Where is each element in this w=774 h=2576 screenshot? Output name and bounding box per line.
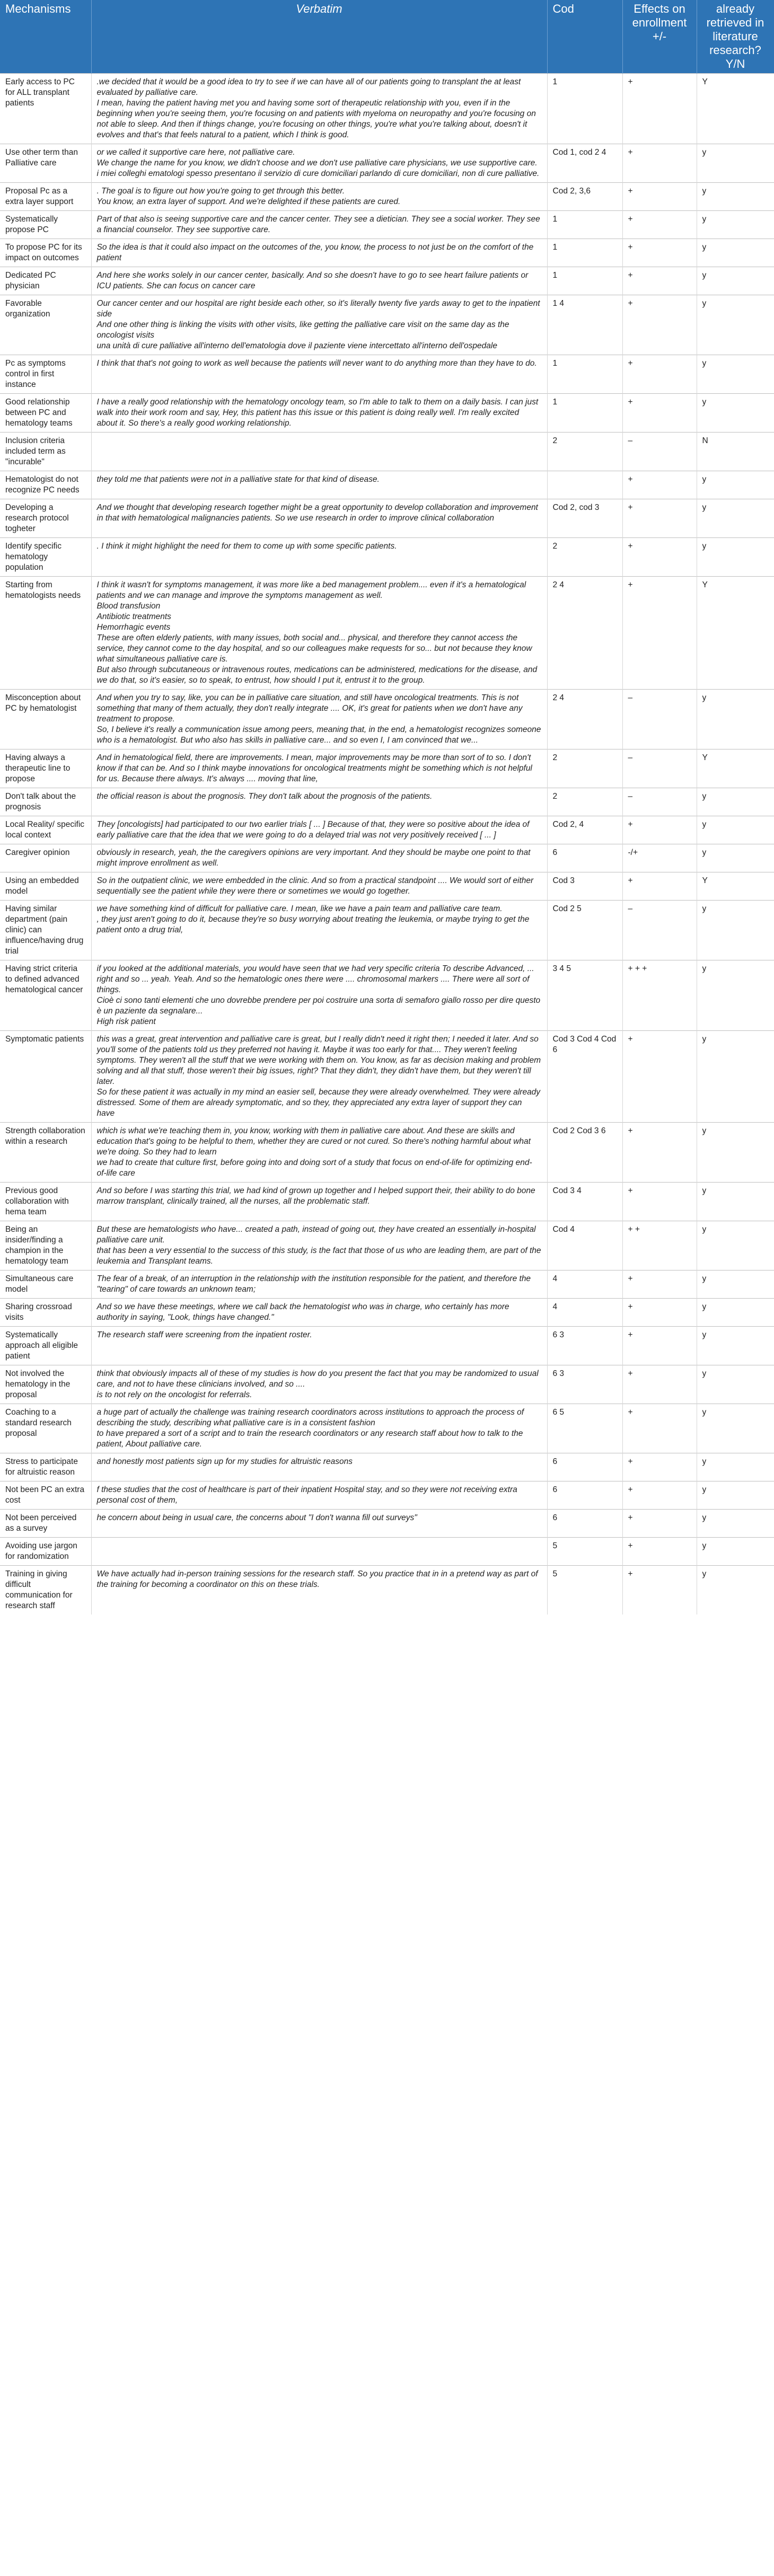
header-row <box>0 0 774 74</box>
retrieved-cell: y <box>697 144 774 183</box>
verbatim-line: i miei colleghi ematologi spesso presentano il servizio di cure domiciliari parlando di cure domiciliari, non di cure palliative. <box>96 169 540 178</box>
verbatim-cell <box>91 1327 547 1365</box>
cod-cell: 1 <box>547 267 622 295</box>
verbatim-cell <box>91 1271 547 1299</box>
retrieved-cell: Y <box>697 749 774 788</box>
effect-cell: + <box>622 74 697 144</box>
verbatim-cell <box>91 872 547 901</box>
effect-cell: + <box>622 295 697 355</box>
table-row <box>0 1453 774 1481</box>
mechanism-cell: Avoiding use jargon for randomization <box>0 1538 91 1566</box>
verbatim-cell <box>91 1123 547 1183</box>
mechanism-cell: Identify specific hematology population <box>0 538 91 577</box>
retrieved-cell: y <box>697 788 774 816</box>
table-row <box>0 1365 774 1404</box>
cod-cell: 2 <box>547 433 622 471</box>
table-row <box>0 1538 774 1566</box>
mechanism-cell: Starting from hematologists needs <box>0 577 91 690</box>
verbatim-line: But these are hematologists who have... created a path, instead of going out, they have created an essentially in-hospital palliative care unit. <box>96 1225 536 1245</box>
mechanism-cell: Having always a therapeutic line to propose <box>0 749 91 788</box>
mechanism-cell: Good relationship between PC and hematology teams <box>0 394 91 433</box>
verbatim-cell <box>91 144 547 183</box>
effect-cell: + <box>622 1510 697 1538</box>
retrieved-cell: y <box>697 538 774 577</box>
retrieved-cell: y <box>697 1510 774 1538</box>
retrieved-cell: y <box>697 1221 774 1271</box>
retrieved-cell: y <box>697 960 774 1031</box>
mechanism-cell: Systematically propose PC <box>0 211 91 239</box>
table-row <box>0 433 774 471</box>
verbatim-line: So for these patient it was actually in my mind an easier sell, because they were already overwhelmed. They were already distressed. Some of them are already symptomatic, and so they, they appreciated any extra layer of support they can have <box>96 1088 541 1118</box>
verbatim-line: we had to create that culture first, before going into and doing sort of a study that focus on end-of-life for optimizing end-of-life care <box>96 1158 532 1178</box>
mechanism-cell: Proposal Pc as a extra layer support <box>0 183 91 211</box>
cod-cell: 6 5 <box>547 1404 622 1453</box>
retrieved-cell: y <box>697 1538 774 1566</box>
verbatim-cell <box>91 816 547 844</box>
retrieved-cell: y <box>697 183 774 211</box>
verbatim-cell <box>91 960 547 1031</box>
effect-cell: + <box>622 1123 697 1183</box>
verbatim-cell <box>91 844 547 872</box>
retrieved-cell: y <box>697 901 774 960</box>
mechanism-cell: Caregiver opinion <box>0 844 91 872</box>
verbatim-line: You know, an extra layer of support. And we're delighted if these patients are cured. <box>96 197 401 206</box>
cod-cell: 2 4 <box>547 577 622 690</box>
table-row <box>0 267 774 295</box>
retrieved-cell: y <box>697 471 774 499</box>
mechanism-cell: Stress to participate for altruistic reason <box>0 1453 91 1481</box>
effect-cell: + <box>622 267 697 295</box>
verbatim-line: and honestly most patients sign up for my studies for altruistic reasons <box>96 1457 353 1466</box>
cod-cell: Cod 2 5 <box>547 901 622 960</box>
verbatim-line: they told me that patients were not in a palliative state for that kind of disease. <box>96 475 380 484</box>
effect-cell: + <box>622 211 697 239</box>
table-row <box>0 960 774 1031</box>
header-effects: Effects on enrollment +/- <box>622 0 697 74</box>
verbatim-cell <box>91 1481 547 1510</box>
verbatim-line: The fear of a break, of an interruption in the relationship with the institution responsible for the patient, and therefore the "tearing" of care towards an unknown team; <box>96 1274 531 1294</box>
cod-cell: 1 <box>547 394 622 433</box>
verbatim-line: the official reason is about the prognosis. They don't talk about the prognosis of the patients. <box>96 792 433 801</box>
table-row <box>0 844 774 872</box>
retrieved-cell: y <box>697 1481 774 1510</box>
cod-cell: 2 4 <box>547 690 622 749</box>
verbatim-cell <box>91 577 547 690</box>
table-row <box>0 872 774 901</box>
mechanism-cell: Systematically approach all eligible patient <box>0 1327 91 1365</box>
verbatim-line: And one other thing is linking the visits with other visits, like getting the palliative care visit on the same day as the oncologist visits <box>96 320 509 340</box>
verbatim-cell <box>91 788 547 816</box>
verbatim-line: this was a great, great intervention and palliative care is great, but I really didn't need it right then; I needed it later. And so you'll some of the patients told us they preferred not having it. Maybe it was too early for that.... They weren't feeling symptoms. They weren't all the stuff that we were working with them on. You know, as far as decision making and problem solving and all that stuff, those weren't their big issues, right? That they didn't, they didn't have them, but they weren't till later. <box>96 1035 541 1086</box>
verbatim-line: I have a really good relationship with the hematology oncology team, so I'm able to talk to them on a daily basis. I can just walk into their work room and say, Hey, this patient has this issue or this patient is doing really well. I'm really excited about it. So there's a really good working relationship. <box>96 398 539 428</box>
verbatim-line: . I think it might highlight the need for them to come up with some specific patients. <box>96 542 397 551</box>
verbatim-line: I mean, having the patient having met you and having some sort of therapeutic relationship with you, even if in the beginning when you're seeing them, you're focusing on and patients with myeloma on neuropathy and you're focusing on not able to sleep. And then if things change, you're focusing on other things, you're what you're talking about, doesn't it evolves and that's that feels natural to a patient, which I think is good. <box>96 99 536 139</box>
cod-cell: Cod 3 Cod 4 Cod 6 <box>547 1031 622 1123</box>
verbatim-line: is to not rely on the oncologist for referrals. <box>96 1390 252 1399</box>
retrieved-cell: y <box>697 1183 774 1221</box>
mechanism-cell: Developing a research protocol togheter <box>0 499 91 538</box>
verbatim-cell <box>91 1510 547 1538</box>
cod-cell: 3 4 5 <box>547 960 622 1031</box>
verbatim-line: Cioè ci sono tanti elementi che uno dovrebbe prendere per poi costruire una sorta di semaforo giallo rosso per dire questo è un paziente da segnalare... <box>96 996 541 1016</box>
verbatim-cell <box>91 1453 547 1481</box>
effect-cell: – <box>622 901 697 960</box>
verbatim-line: And so before I was starting this trial, we had kind of grown up together and I helped support their, their ability to do bone marrow transplant, clinically trained, all the nurses, all the problematic staff. <box>96 1186 535 1206</box>
cod-cell: 6 <box>547 844 622 872</box>
mechanism-cell: Don't talk about the prognosis <box>0 788 91 816</box>
verbatim-line: And so we have these meetings, where we call back the hematologist who was in charge, who certainly has more authority in saying, "Look, things have changed." <box>96 1302 509 1322</box>
effect-cell: – <box>622 749 697 788</box>
effect-cell: + <box>622 1365 697 1404</box>
cod-cell: 1 <box>547 355 622 394</box>
effect-cell: + <box>622 144 697 183</box>
retrieved-cell: N <box>697 433 774 471</box>
mechanism-cell: Having strict criteria to defined advanced hematological cancer <box>0 960 91 1031</box>
header-mechanisms: Mechanisms <box>0 0 91 74</box>
verbatim-line: we have something kind of difficult for palliative care. I mean, like we have a pain team and palliative care team. <box>96 904 503 913</box>
verbatim-line: or we called it supportive care here, not palliative care. <box>96 148 295 157</box>
table-row <box>0 1327 774 1365</box>
verbatim-cell <box>91 1299 547 1327</box>
verbatim-line: Antibiotic treatments <box>96 612 171 621</box>
cod-cell: 1 4 <box>547 295 622 355</box>
cod-cell: 5 <box>547 1538 622 1566</box>
mechanism-cell: Not been perceived as a survey <box>0 1510 91 1538</box>
effect-cell: + <box>622 1481 697 1510</box>
table-row <box>0 394 774 433</box>
retrieved-cell: y <box>697 239 774 267</box>
table-row <box>0 1271 774 1299</box>
table-row <box>0 577 774 690</box>
retrieved-cell: y <box>697 1031 774 1123</box>
cod-cell: 6 <box>547 1453 622 1481</box>
verbatim-line: Hemorrhagic events <box>96 623 171 632</box>
verbatim-line: I think it wasn't for symptoms management, it was more like a bed management problem.... even if it's a hematological patients and we can manage and improve the symptoms management as well. <box>96 580 526 600</box>
retrieved-cell: y <box>697 1123 774 1183</box>
table-row <box>0 239 774 267</box>
verbatim-cell <box>91 1566 547 1615</box>
retrieved-cell: y <box>697 1404 774 1453</box>
effect-cell: + <box>622 394 697 433</box>
mechanism-cell: Inclusion criteria included term as "incurable" <box>0 433 91 471</box>
mechanism-cell: Previous good collaboration with hema team <box>0 1183 91 1221</box>
mechanism-cell: Hematologist do not recognize PC needs <box>0 471 91 499</box>
retrieved-cell: Y <box>697 577 774 690</box>
verbatim-line: if you looked at the additional materials, you would have seen that we had very specific criteria To describe Advanced, ... right and so ... yeah. Yeah. And so the hematologic ones there were .... chromosomal markers .... There were all sort of things. <box>96 964 534 994</box>
verbatim-cell <box>91 355 547 394</box>
cod-cell: Cod 2, 3,6 <box>547 183 622 211</box>
verbatim-line: Our cancer center and our hospital are right beside each other, so it's literally twenty five yards away to get to the inpatient side <box>96 299 540 319</box>
effect-cell: + <box>622 183 697 211</box>
verbatim-cell <box>91 267 547 295</box>
mechanism-cell: Strength collaboration within a research <box>0 1123 91 1183</box>
effect-cell: + <box>622 239 697 267</box>
verbatim-cell <box>91 901 547 960</box>
verbatim-line: And we thought that developing research together might be a great opportunity to develop collaboration and improvement in that with hematological malignancies patients. So we use research in order to improve clinical collaboration <box>96 503 538 523</box>
table-row <box>0 1510 774 1538</box>
mechanism-cell: Pc as symptoms control in first instance <box>0 355 91 394</box>
cod-cell: 6 3 <box>547 1327 622 1365</box>
table-row <box>0 749 774 788</box>
table-row <box>0 1221 774 1271</box>
table-row <box>0 788 774 816</box>
cod-cell: 6 3 <box>547 1365 622 1404</box>
retrieved-cell: y <box>697 355 774 394</box>
verbatim-line: that has been a very essential to the success of this study, is the fact that those of us who are leading them, are part of the leukemia and Transplant teams. <box>96 1246 541 1266</box>
verbatim-line: which is what we're teaching them in, you know, working with them in palliative care about. And these are skills and education that's going to be helpful to them, whether they are cured or not cured. So there's nothing harmful about what we're doing. So they had to learn <box>96 1126 531 1157</box>
verbatim-line: And here she works solely in our cancer center, basically. And so she doesn't have to go to see heart failure patients or ICU patients. She can focus on cancer care <box>96 271 529 290</box>
mechanism-cell: To propose PC for its impact on outcomes <box>0 239 91 267</box>
cod-cell: Cod 4 <box>547 1221 622 1271</box>
mechanism-cell: Using an embedded model <box>0 872 91 901</box>
retrieved-cell: y <box>697 211 774 239</box>
verbatim-cell <box>91 1538 547 1566</box>
cod-cell: Cod 2 Cod 3 6 <box>547 1123 622 1183</box>
effect-cell: + <box>622 1271 697 1299</box>
verbatim-cell <box>91 394 547 433</box>
mechanism-cell: Training in giving difficult communication for research staff <box>0 1566 91 1615</box>
mechanism-cell: Having similar department (pain clinic) can influence/having drug trial <box>0 901 91 960</box>
retrieved-cell: y <box>697 1299 774 1327</box>
effect-cell: + <box>622 538 697 577</box>
verbatim-cell <box>91 690 547 749</box>
table-row <box>0 901 774 960</box>
cod-cell: 1 <box>547 239 622 267</box>
header-cod: Cod <box>547 0 622 74</box>
retrieved-cell: y <box>697 295 774 355</box>
table-row <box>0 471 774 499</box>
mechanism-cell: Not involved the hematology in the proposal <box>0 1365 91 1404</box>
table-row <box>0 295 774 355</box>
mechanism-cell: Favorable organization <box>0 295 91 355</box>
cod-cell: 5 <box>547 1566 622 1615</box>
verbatim-cell <box>91 1365 547 1404</box>
mechanism-cell: Not been PC an extra cost <box>0 1481 91 1510</box>
effect-cell: + + + <box>622 960 697 1031</box>
verbatim-line: , they just aren't going to do it, because they're so busy worrying about treating the leukemia, or maybe trying to get the patient onto a drug trial, <box>96 915 530 934</box>
mechanism-cell: Dedicated PC physician <box>0 267 91 295</box>
retrieved-cell: y <box>697 1453 774 1481</box>
cod-cell: Cod 1, cod 2 4 <box>547 144 622 183</box>
mechanism-cell: Sharing crossroad visits <box>0 1299 91 1327</box>
verbatim-line: I think that that's not going to work as well because the patients will never want to do anything more than they have to do. <box>96 359 537 368</box>
verbatim-line: obviously in research, yeah, the the caregivers opinions are very important. And they should be maybe one point to that might improve enrollment as well. <box>96 848 531 868</box>
verbatim-line: think that obviously impacts all of these of my studies is how do you present the fact that you may be randomized to usual care, and not to have these clinicians involved, and so .... <box>96 1369 539 1389</box>
retrieved-cell: y <box>697 816 774 844</box>
verbatim-line: So, I believe it's really a communication issue among peers, meaning that, in the end, a hematologist recognizes someone who is a hematologist. But who also has skills in palliative care... and so even I, I am convinced that we... <box>96 725 541 745</box>
verbatim-line: So the idea is that it could also impact on the outcomes of the, you know, the process to not just be on the comfort of the patient <box>96 243 534 262</box>
verbatim-line: And when you try to say, like, you can be in palliative care situation, and still have oncological treatments. This is not something that many of them actually, they don't really integrate .... OK, it's great for patients when we don't have any treatment to propose. <box>96 693 523 724</box>
retrieved-cell: Y <box>697 872 774 901</box>
cod-cell: 6 <box>547 1510 622 1538</box>
cod-cell: Cod 3 <box>547 872 622 901</box>
verbatim-cell <box>91 1404 547 1453</box>
verbatim-line: And in hematological field, there are improvements. I mean, major improvements may be more than sort of to so. I don't know if that can be. And so I think maybe innovations for oncological treatments might be something which is not helpful for us. Because there always. It's always .... moving that line, <box>96 753 532 783</box>
header-retrieved: already retrieved in literature research? Y/N <box>697 0 774 74</box>
retrieved-cell: y <box>697 1365 774 1404</box>
table-row <box>0 74 774 144</box>
effect-cell: + <box>622 1183 697 1221</box>
header-verbatim: Verbatim <box>91 0 547 74</box>
table-row <box>0 144 774 183</box>
verbatim-line: . The goal is to figure out how you're going to get through this better. <box>96 187 345 196</box>
mechanism-cell: Simultaneous care model <box>0 1271 91 1299</box>
verbatim-cell <box>91 239 547 267</box>
mechanism-cell: Early access to PC for ALL transplant patients <box>0 74 91 144</box>
verbatim-line: una unità di cure palliative all'interno dell'ematologia dove il paziente viene intercettato all'interno dell'ospedale <box>96 341 497 350</box>
retrieved-cell: y <box>697 1271 774 1299</box>
verbatim-line: Blood transfusion <box>96 602 161 611</box>
effect-cell: + <box>622 1299 697 1327</box>
mechanism-cell: Symptomatic patients <box>0 1031 91 1123</box>
effect-cell: – <box>622 788 697 816</box>
table-row <box>0 211 774 239</box>
effect-cell: + <box>622 872 697 901</box>
effect-cell: + <box>622 1031 697 1123</box>
verbatim-line: he concern about being in usual care, the concerns about "I don't wanna fill out surveys" <box>96 1513 417 1522</box>
effect-cell: + + <box>622 1221 697 1271</box>
table-row <box>0 1031 774 1123</box>
table-row <box>0 1566 774 1615</box>
mechanism-cell: Being an insider/finding a champion in the hematology team <box>0 1221 91 1271</box>
cod-cell: 4 <box>547 1271 622 1299</box>
verbatim-line: But also through subcutaneous or intravenous routes, medications can be administered, medications for the disease, and we do that, so it's easier, so to speak, to entrust, how should I put it, entrust it to the group. <box>96 665 538 685</box>
effect-cell: – <box>622 690 697 749</box>
retrieved-cell: y <box>697 1327 774 1365</box>
verbatim-cell <box>91 74 547 144</box>
verbatim-cell <box>91 471 547 499</box>
verbatim-cell <box>91 1221 547 1271</box>
retrieved-cell: y <box>697 690 774 749</box>
effect-cell: + <box>622 1566 697 1615</box>
verbatim-line: f these studies that the cost of healthcare is part of their inpatient Hospital stay, and so they were not receiving extra personal cost of them, <box>96 1485 517 1505</box>
verbatim-cell <box>91 1031 547 1123</box>
cod-cell <box>547 471 622 499</box>
cod-cell: 1 <box>547 211 622 239</box>
effect-cell: + <box>622 1327 697 1365</box>
cod-cell: 2 <box>547 749 622 788</box>
effect-cell: + <box>622 1538 697 1566</box>
table-row <box>0 1123 774 1183</box>
cod-cell: Cod 2, cod 3 <box>547 499 622 538</box>
verbatim-line: High risk patient <box>96 1017 156 1026</box>
table-row <box>0 355 774 394</box>
effect-cell: + <box>622 577 697 690</box>
cod-cell: Cod 2, 4 <box>547 816 622 844</box>
retrieved-cell: y <box>697 1566 774 1615</box>
verbatim-line: The research staff were screening from the inpatient roster. <box>96 1330 312 1339</box>
effect-cell: + <box>622 1453 697 1481</box>
verbatim-cell <box>91 211 547 239</box>
verbatim-line: They [oncologists] had participated to our two earlier trials [ ... ] Because of that, they were so positive about the idea of early palliative care that the idea that we were going to do a delayed trial was not very positively received [ ... ] <box>96 820 530 840</box>
table-row <box>0 1183 774 1221</box>
table-row <box>0 816 774 844</box>
verbatim-cell <box>91 183 547 211</box>
verbatim-line: These are often elderly patients, with many issues, both social and... physical, and therefore they cannot access the service, they cannot come to the day hospital, and so our colleagues make requests for so... but not because they know what simultaneous palliative care is. <box>96 633 532 664</box>
verbatim-line: So in the outpatient clinic, we were embedded in the clinic. And so from a practical standpoint .... We would sort of either sequentially see the patient while they were there or sometimes we would go together. <box>96 876 534 896</box>
effect-cell: + <box>622 471 697 499</box>
verbatim-cell <box>91 538 547 577</box>
mechanism-cell: Local Reality/ specific local context <box>0 816 91 844</box>
verbatim-line: We have actually had in-person training sessions for the research staff. So you practice that in in a pretend way as part of the training for becoming a coordinator on this on these trials. <box>96 1569 538 1589</box>
table-row <box>0 538 774 577</box>
verbatim-line: .we decided that it would be a good idea to try to see if we can have all of our patients going to transplant the at least evaluated by palliative care. <box>96 77 521 97</box>
cod-cell: 4 <box>547 1299 622 1327</box>
mechanism-cell: Use other term than Palliative care <box>0 144 91 183</box>
effect-cell: -/+ <box>622 844 697 872</box>
effect-cell: + <box>622 1404 697 1453</box>
verbatim-cell <box>91 1183 547 1221</box>
mechanism-cell: Coaching to a standard research proposal <box>0 1404 91 1453</box>
cod-cell: 6 <box>547 1481 622 1510</box>
verbatim-cell <box>91 433 547 471</box>
verbatim-line: We change the name for you know, we didn't choose and we don't use palliative care physicians, we use supportive care. <box>96 158 538 167</box>
retrieved-cell: y <box>697 394 774 433</box>
effect-cell: + <box>622 499 697 538</box>
table-row <box>0 690 774 749</box>
verbatim-line: to have prepared a sort of a script and to train the research coordinators or any research staff about how to talk to the patient, About palliative care. <box>96 1429 523 1449</box>
cod-cell: Cod 3 4 <box>547 1183 622 1221</box>
table-row <box>0 499 774 538</box>
retrieved-cell: y <box>697 844 774 872</box>
table-body <box>0 74 774 1615</box>
effect-cell: – <box>622 433 697 471</box>
table-row <box>0 1481 774 1510</box>
cod-cell: 2 <box>547 538 622 577</box>
retrieved-cell: y <box>697 267 774 295</box>
retrieved-cell: Y <box>697 74 774 144</box>
verbatim-cell <box>91 499 547 538</box>
cod-cell: 1 <box>547 74 622 144</box>
verbatim-line: Part of that also is seeing supportive care and the cancer center. They see a dietician. They see a social worker. They see a financial counselor. They see supportive care. <box>96 215 540 234</box>
retrieved-cell: y <box>697 499 774 538</box>
table-row <box>0 183 774 211</box>
cod-cell: 2 <box>547 788 622 816</box>
table-row <box>0 1299 774 1327</box>
mechanism-cell: Misconception about PC by hematologist <box>0 690 91 749</box>
effect-cell: + <box>622 816 697 844</box>
verbatim-cell <box>91 295 547 355</box>
effect-cell: + <box>622 355 697 394</box>
verbatim-cell <box>91 749 547 788</box>
table-row <box>0 1404 774 1453</box>
verbatim-line: a huge part of actually the challenge was training research coordinators across institutions to approach the process of describing the study, describing what palliative care is in a consistent fashion <box>96 1408 524 1427</box>
